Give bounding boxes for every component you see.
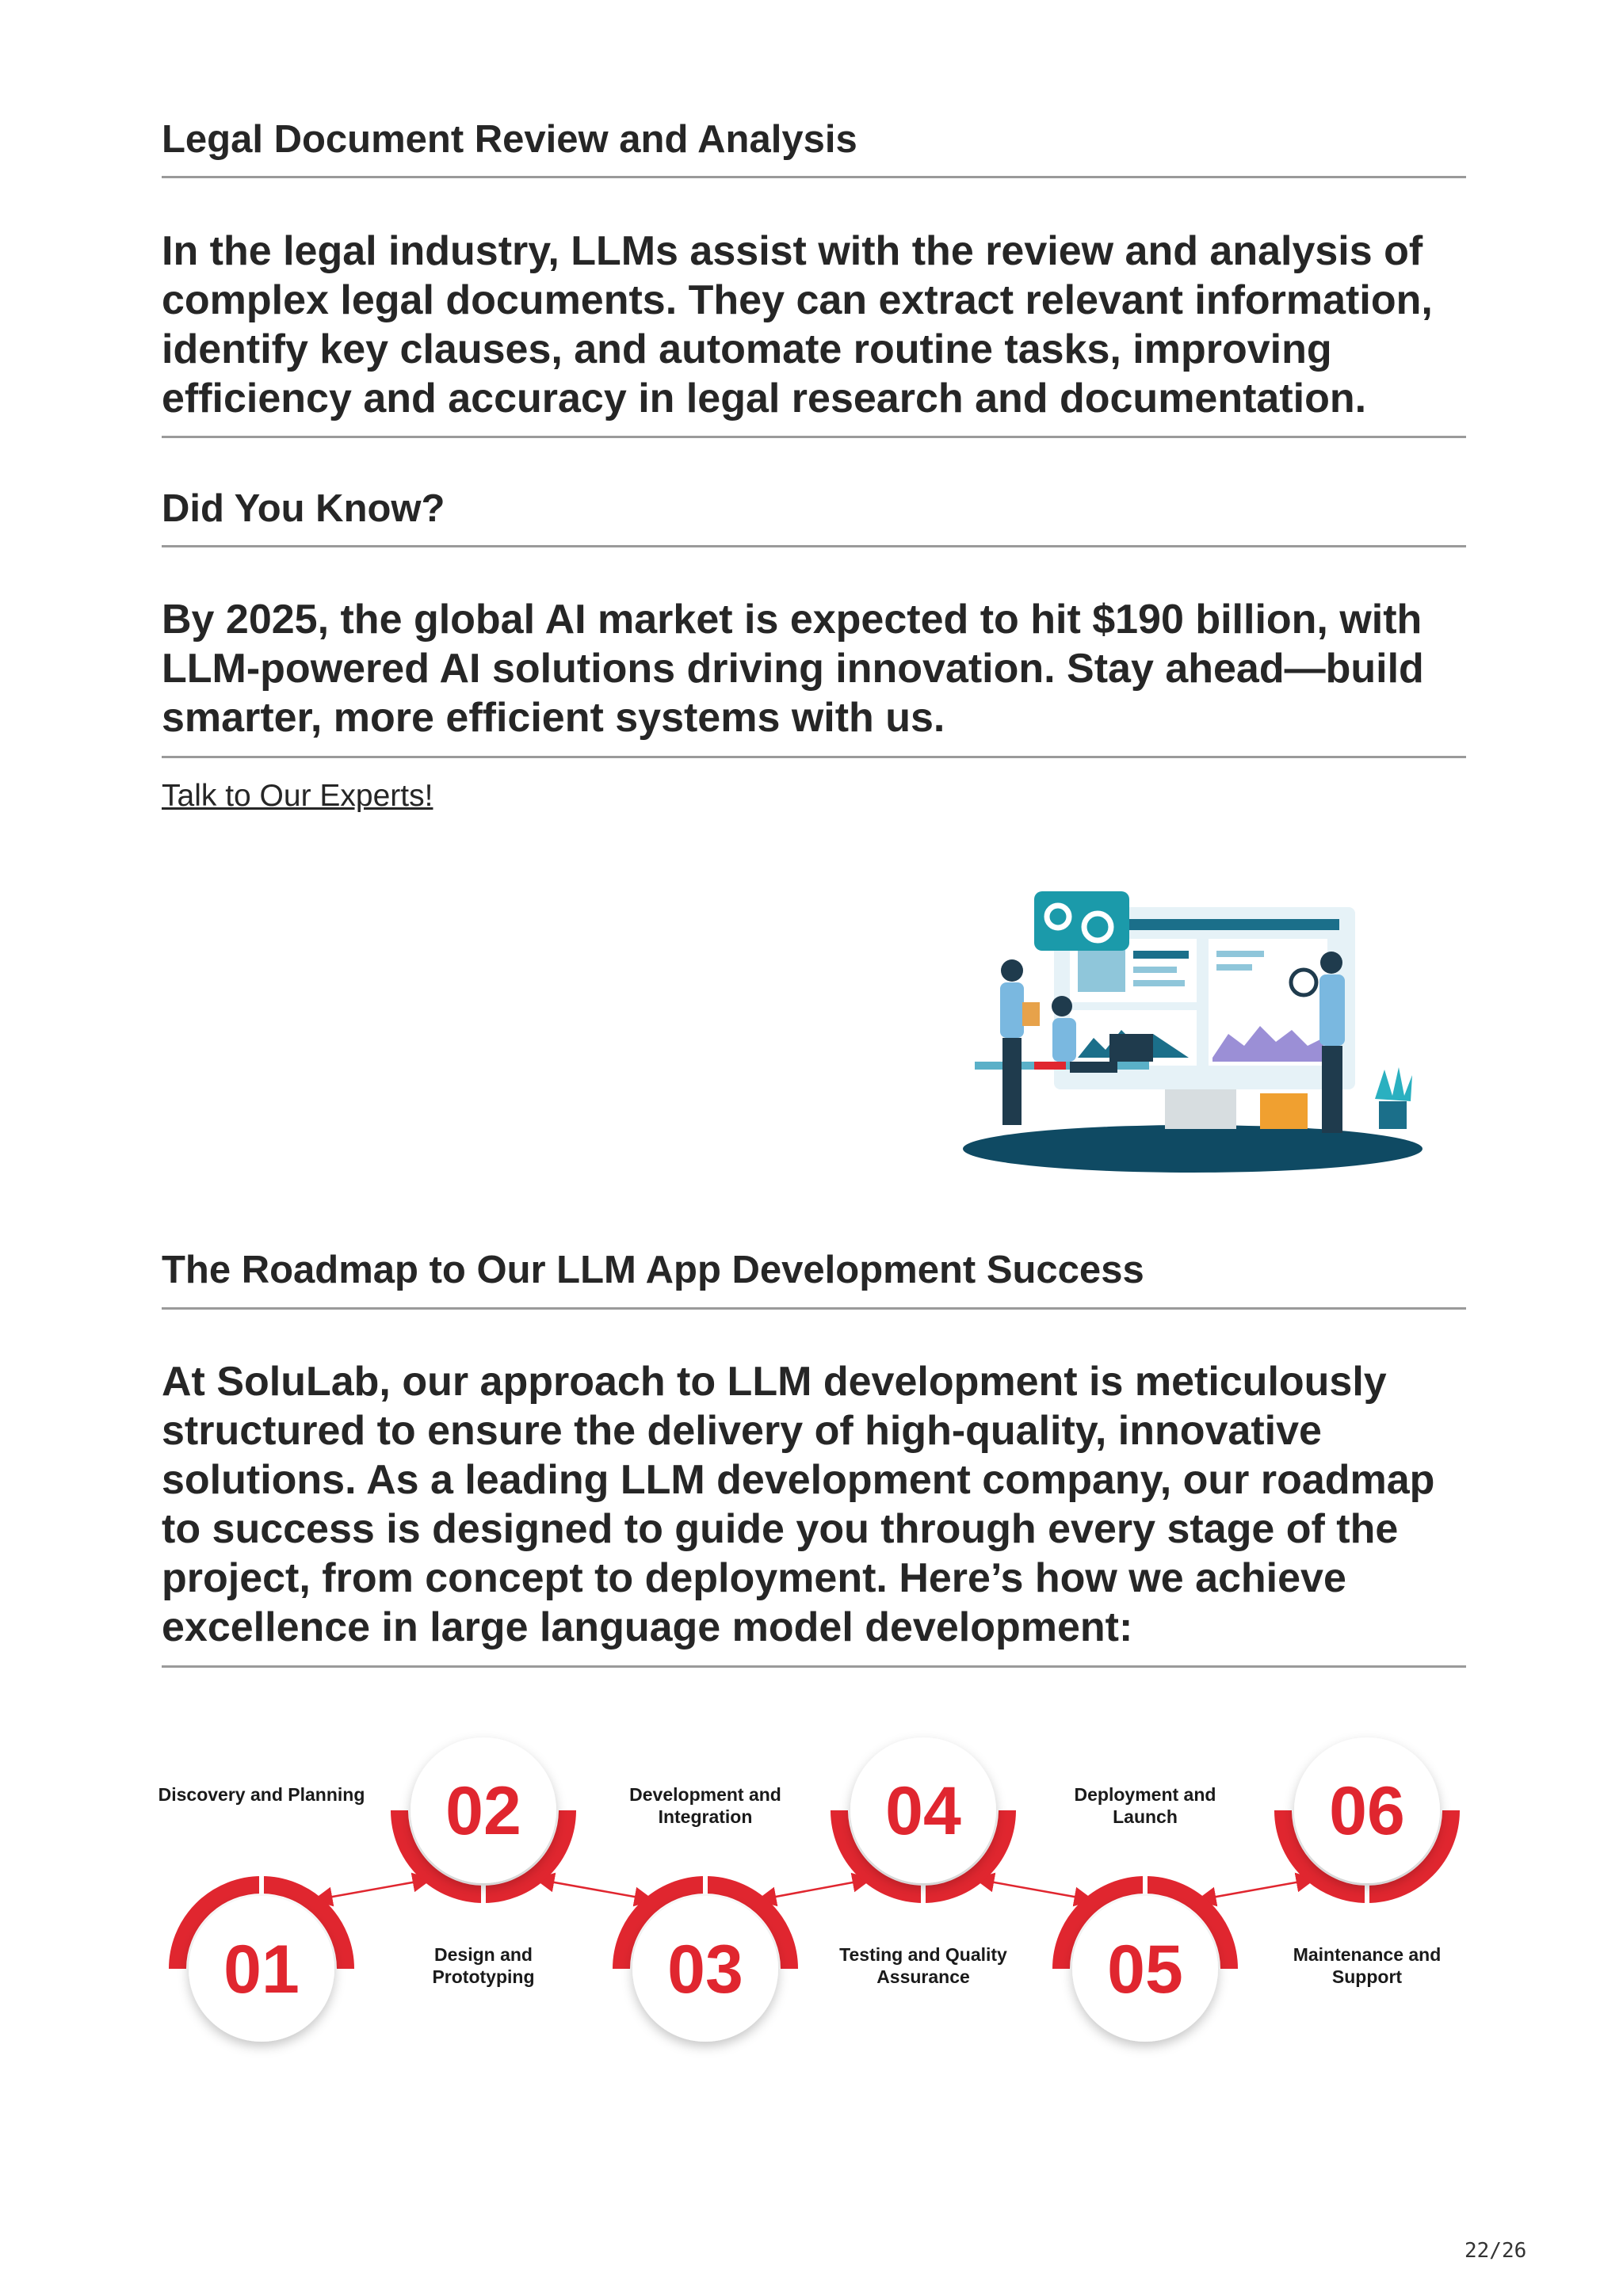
roadmap-heading: The Roadmap to Our LLM App Development Success <box>162 1249 1144 1291</box>
divider <box>162 756 1466 758</box>
step-number: 02 <box>445 1773 521 1849</box>
chair-icon <box>1034 1062 1066 1070</box>
divider <box>162 1307 1466 1310</box>
monitor-stand <box>1165 1089 1236 1129</box>
legal-review-heading: Legal Document Review and Analysis <box>162 118 857 161</box>
did-you-know-paragraph: By 2025, the global AI market is expected to hit $190 billion, with LLM-powered AI solutions driving innovation. Stay ahead—build smarter, more efficient systems with us. <box>162 597 1424 741</box>
step-number: 04 <box>885 1773 961 1849</box>
plant-pot-icon <box>1379 1101 1407 1129</box>
screen-grid <box>1078 948 1125 992</box>
step-number: 03 <box>667 1932 743 2008</box>
step-label: Maintenance and <box>1293 1944 1442 1965</box>
page-number: 22/26 <box>1465 2239 1527 2263</box>
step-label: Development and <box>629 1784 781 1805</box>
step-label: Integration <box>658 1806 753 1827</box>
step-arc-tick <box>921 1885 926 1904</box>
talk-to-experts-link[interactable]: Talk to Our Experts! <box>162 779 433 813</box>
divider <box>162 1665 1466 1668</box>
divider <box>162 436 1466 438</box>
person-seated <box>1052 1018 1076 1062</box>
clipboard-icon <box>1022 1002 1040 1026</box>
person-head <box>1320 952 1342 974</box>
step-arc-tick <box>481 1885 486 1904</box>
connector-arrow <box>1200 1879 1312 1899</box>
step-label: Support <box>1331 1966 1403 1987</box>
team-analytics-dashboard-illustration <box>959 891 1426 1177</box>
person-standing-right <box>1319 974 1345 1046</box>
step-label: Launch <box>1113 1806 1178 1827</box>
person-standing-left <box>1000 982 1024 1038</box>
connector-arrow <box>760 1879 868 1899</box>
pencil-box-icon <box>1260 1093 1308 1129</box>
laptop-icon <box>1109 1034 1153 1062</box>
step-label: Assurance <box>876 1966 970 1987</box>
step-label: Testing and Quality <box>839 1944 1007 1965</box>
connector-arrow <box>978 1879 1090 1899</box>
divider <box>162 176 1466 178</box>
connector-arrow <box>538 1879 650 1899</box>
plant-icon <box>1375 1067 1412 1101</box>
divider <box>162 545 1466 547</box>
step-arc-tick <box>1143 1875 1148 1894</box>
step-label: Deployment and <box>1074 1784 1216 1805</box>
step-arc-tick <box>259 1875 264 1894</box>
roadmap-infographic <box>158 1695 1466 2068</box>
roadmap-paragraph: At SoluLab, our approach to LLM development is meticulously structured to ensure the delivery of high-quality, innovative solutions. As a leading LLM development company, our roadmap to success is designed to guide you through every stage of the project, from concept to deployment. Here’s how we achieve excellence in large language model development: <box>162 1359 1435 1650</box>
legal-review-paragraph: In the legal industry, LLMs assist with the review and analysis of complex legal documents. They can extract relevant information, identify key clauses, and automate routine tasks, improving efficiency and accuracy in legal research and documentation. <box>162 228 1433 421</box>
step-label: Discovery and Planning <box>158 1784 365 1805</box>
connector-arrow <box>316 1879 428 1899</box>
step-arc-tick <box>703 1875 708 1894</box>
step-label: Prototyping <box>432 1966 535 1987</box>
person-head <box>1052 996 1072 1016</box>
did-you-know-heading: Did You Know? <box>162 487 445 530</box>
step-arc-tick <box>1365 1885 1369 1904</box>
step-number: 05 <box>1107 1932 1183 2008</box>
person-head <box>1001 959 1023 982</box>
step-label: Design and <box>434 1944 533 1965</box>
step-number: 01 <box>223 1932 300 2008</box>
floor-base <box>963 1125 1423 1173</box>
step-number: 06 <box>1329 1773 1405 1849</box>
